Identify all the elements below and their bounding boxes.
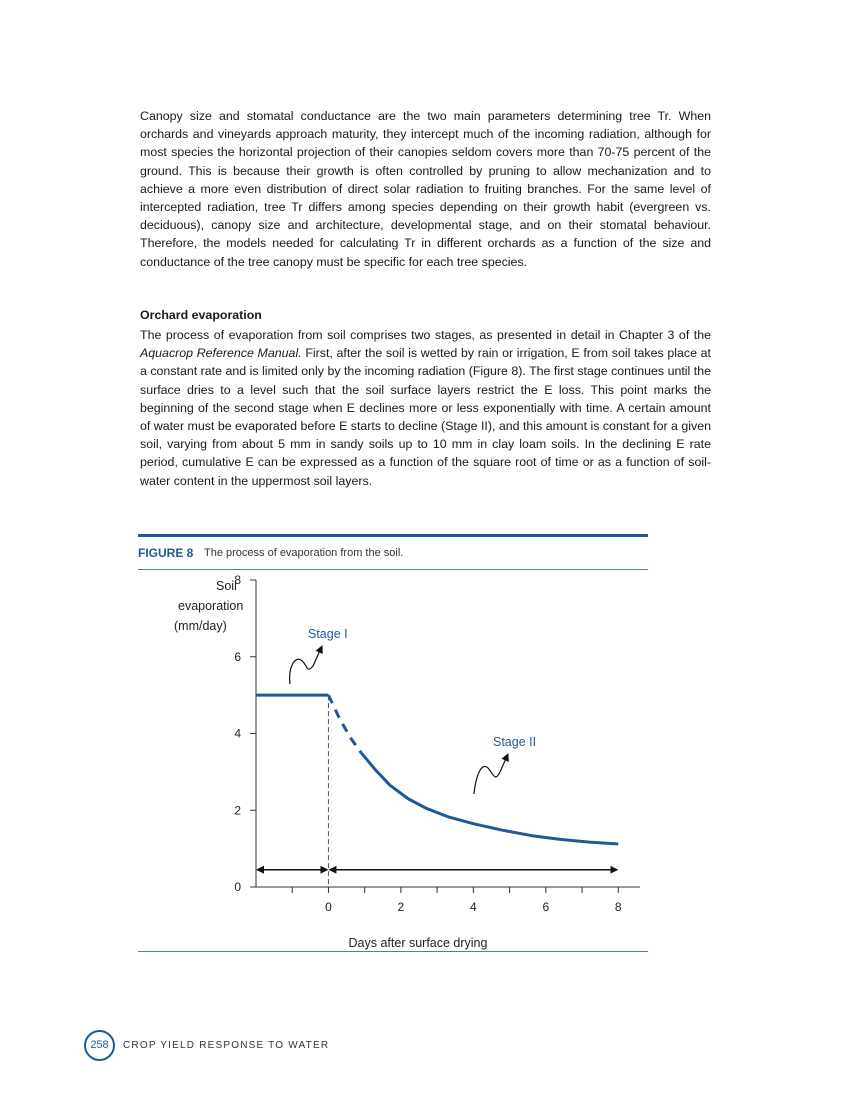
figure-caption: The process of evaporation from the soil. xyxy=(204,547,404,559)
figure-8 xyxy=(138,534,648,954)
y-tick-label: 8 xyxy=(234,573,241,587)
y-axis-label: evaporation xyxy=(178,599,244,613)
figure-label: FIGURE 8 xyxy=(138,546,194,560)
stage2-pointer xyxy=(474,754,508,794)
x-tick-label: 4 xyxy=(470,900,477,914)
x-tick-label: 8 xyxy=(614,900,622,914)
y-axis-label: (mm/day) xyxy=(174,619,227,633)
paragraph-text-part: First, after the soil is wetted by rain or irrigation, E from soil takes place at a constant rate and is limited only by the incoming radiation (Figure 8). The first stage continues until the surface dries to a level such that the soil surface layers restrict the E loss. This point marks the beginning of the second stage when E declines more or less exponentially with time. A certain amount of water must be evaporated before E starts to decline (Stage II), and this amount is constant for a given soil, varying from about 5 mm in sandy soils up to 10 mm in clay loam soils. In the declining E rate period, cumulative E can be expressed as a function of the square root of time or as a function of soil-water content in the uppermost soil layers. xyxy=(140,346,711,488)
x-tick-label: 6 xyxy=(542,900,550,914)
stage2-series-line xyxy=(361,753,618,844)
y-tick-label: 4 xyxy=(234,726,241,741)
footer-title: CROP YIELD RESPONSE TO WATER xyxy=(123,1040,330,1051)
y-tick-label: 0 xyxy=(234,880,241,894)
stage2-label: Stage II xyxy=(493,735,537,749)
evaporation-chart xyxy=(138,534,648,954)
x-tick-label: 0 xyxy=(325,900,332,914)
figure-bottom-rule xyxy=(138,951,648,952)
stage1-pointer xyxy=(290,646,322,684)
x-axis-label: Days after surface drying xyxy=(348,936,488,950)
page-number-badge: 258 xyxy=(84,1030,115,1061)
x-tick-label: 2 xyxy=(397,900,405,914)
stage1-label: Stage I xyxy=(308,627,348,641)
y-tick-label: 6 xyxy=(234,649,241,664)
reference-manual-title: Aquacrop Reference Manual. xyxy=(140,346,302,361)
stage2-series-dashed xyxy=(328,695,361,753)
paragraph-text-part: The process of evaporation from soil comprises two stages, as presented in detail in Chapter 3 of the xyxy=(140,328,711,342)
body-paragraph-canopy: Canopy size and stomatal conductance are the two main parameters determining tree Tr. When orchards and vineyards approach maturity, they intercept much of the incoming radiation, although for most species the horizontal projection of their canopies seldom covers more than 70-75 percent of the ground. This is because their growth is often controlled by pruning to allow mechanization and to achieve a more even distribution of direct solar radiation to fruiting branches. For the same level of intercepted radiation, tree Tr differs among species depending on their growth habit (evergreen vs. deciduous), canopy size and architecture, developmental stage, and on their stomatal behaviour. Therefore, the models needed for calculating Tr in different orchards as a function of the size and conductance of the tree canopy must be specific for each tree species. xyxy=(140,109,711,269)
y-tick-label: 2 xyxy=(234,803,241,818)
body-paragraph-evaporation xyxy=(140,326,711,490)
section-heading: Orchard evaporation xyxy=(140,308,262,322)
y-axis-label: Soil xyxy=(216,579,237,593)
